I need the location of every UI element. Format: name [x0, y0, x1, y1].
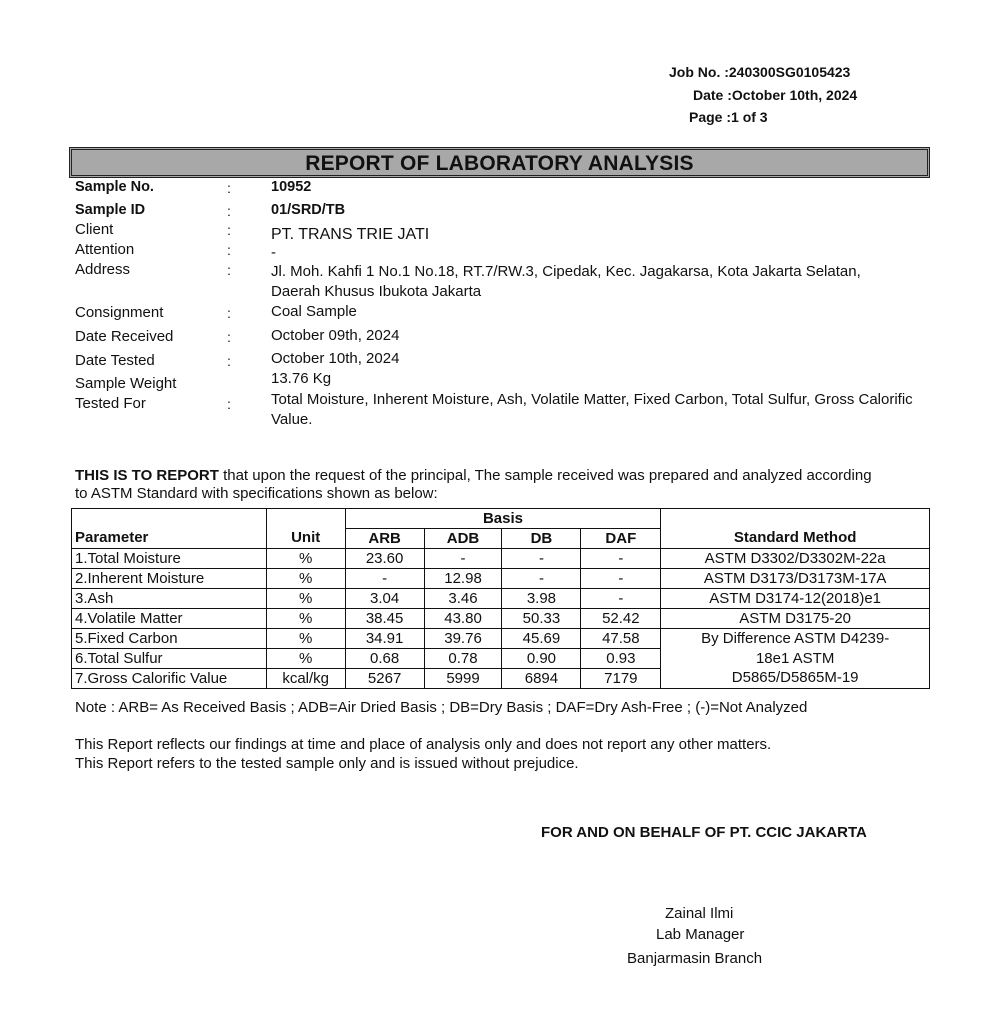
header-unit: Unit: [266, 529, 345, 549]
row-arb: 38.45: [345, 609, 424, 629]
sample-id-colon: :: [227, 203, 231, 219]
row-adb: 39.76: [424, 629, 502, 649]
row-daf: 0.93: [581, 649, 661, 669]
results-table: [71, 508, 930, 689]
disclaimer-line: This Report refers to the tested sample only and is issued without prejudice.: [75, 755, 579, 772]
row-parameter: 1.Total Moisture: [72, 549, 267, 569]
row-method: ASTM D3173/D3173M-17A: [661, 569, 930, 589]
row-arb: 5267: [345, 669, 424, 689]
table-header-row-2: [72, 529, 930, 549]
sample-weight-label: Sample Weight: [75, 375, 177, 392]
signatory-name: Zainal Ilmi: [665, 905, 734, 922]
row-unit: %: [266, 609, 345, 629]
table-row: [72, 649, 930, 669]
date-received-label: Date Received: [75, 328, 174, 345]
client-value: PT. TRANS TRIE JATI: [271, 226, 430, 243]
consignment-colon: :: [227, 305, 231, 321]
report-intro-text: that upon the request of the principal, The sample received was prepared and analyzed according to ASTM Standard with specifications shown as below:: [75, 467, 872, 502]
sample-no-colon: :: [227, 180, 231, 196]
sample-id-value: 01/SRD/TB: [271, 202, 346, 218]
consignment-value: Coal Sample: [271, 303, 357, 320]
header-daf: DAF: [581, 529, 661, 549]
tested-for-colon: :: [227, 396, 231, 412]
date-tested-value: October 10th, 2024: [271, 350, 400, 367]
row-adb: 12.98: [424, 569, 502, 589]
row-arb: 0.68: [345, 649, 424, 669]
row-method: 18e1 ASTM: [661, 649, 930, 669]
report-title: REPORT OF LABORATORY ANALYSIS: [305, 152, 694, 175]
client-label: Client: [75, 221, 114, 238]
row-unit: %: [266, 569, 345, 589]
row-method: ASTM D3302/D3302M-22a: [661, 549, 930, 569]
row-parameter: 6.Total Sulfur: [72, 649, 267, 669]
report-date-value: October 10th, 2024: [731, 87, 858, 103]
row-parameter: 3.Ash: [72, 589, 267, 609]
row-adb: 0.78: [424, 649, 502, 669]
signatory-position: Lab Manager: [656, 926, 745, 943]
row-arb: 3.04: [345, 589, 424, 609]
row-parameter: 5.Fixed Carbon: [72, 629, 267, 649]
header-parameter: Parameter: [72, 529, 267, 549]
report-intro-lead: THIS IS TO REPORT: [75, 467, 219, 484]
address-value: Jl. Moh. Kahfi 1 No.1 No.18, RT.7/RW.3, Cipedak, Kec. Jagakarsa, Kota Jakarta Selatan, Daerah Khusus Ibukota Jakarta: [271, 263, 861, 300]
row-arb: -: [345, 569, 424, 589]
sample-id-label: Sample ID: [75, 202, 146, 218]
header-arb: ARB: [345, 529, 424, 549]
attention-value: -: [271, 244, 276, 261]
page-number-value: 1 of 3: [731, 109, 768, 125]
row-unit: %: [266, 649, 345, 669]
row-arb: 23.60: [345, 549, 424, 569]
job-number: [669, 64, 850, 80]
row-db: -: [502, 549, 581, 569]
header-adb: ADB: [424, 529, 502, 549]
address-label: Address: [75, 261, 131, 278]
report-date-label: Date :: [693, 87, 732, 103]
date-tested-colon: :: [227, 353, 231, 369]
header-basis: Basis: [345, 509, 661, 529]
table-row: [72, 669, 930, 689]
row-daf: -: [581, 589, 661, 609]
header-method-top: [661, 509, 930, 529]
row-parameter: 2.Inherent Moisture: [72, 569, 267, 589]
on-behalf-statement: FOR AND ON BEHALF OF PT. CCIC JAKARTA: [541, 824, 867, 841]
report-date: [693, 87, 857, 103]
job-number-value: 240300SG0105423: [728, 64, 851, 80]
row-unit: %: [266, 589, 345, 609]
tested-for-value: Total Moisture, Inherent Moisture, Ash, Volatile Matter, Fixed Carbon, Total Sulfur, Gross Calorific Value.: [271, 391, 913, 428]
table-row: [72, 549, 930, 569]
row-unit: %: [266, 629, 345, 649]
sample-no-label: Sample No.: [75, 179, 154, 195]
row-method: ASTM D3174-12(2018)e1: [661, 589, 930, 609]
row-daf: 52.42: [581, 609, 661, 629]
row-db: -: [502, 569, 581, 589]
table-row: [72, 569, 930, 589]
table-row: [72, 589, 930, 609]
row-db: 50.33: [502, 609, 581, 629]
row-method: By Difference ASTM D4239-: [661, 629, 930, 649]
row-arb: 34.91: [345, 629, 424, 649]
signatory-branch: Banjarmasin Branch: [627, 950, 763, 967]
row-method: D5865/D5865M-19: [661, 669, 930, 689]
row-parameter: 7.Gross Calorific Value: [72, 669, 267, 689]
row-daf: -: [581, 569, 661, 589]
attention-colon: :: [227, 242, 231, 258]
header-parameter-top: [72, 509, 267, 529]
consignment-label: Consignment: [75, 304, 164, 321]
row-daf: 47.58: [581, 629, 661, 649]
disclaimer-line: This Report reflects our findings at time and place of analysis only and does not report any other matters.: [75, 736, 772, 753]
date-received-value: October 09th, 2024: [271, 327, 400, 344]
address-colon: :: [227, 262, 231, 278]
row-db: 3.98: [502, 589, 581, 609]
header-standard-method: Standard Method: [661, 529, 930, 549]
tested-for-label: Tested For: [75, 395, 146, 412]
report-intro: [75, 467, 875, 503]
client-colon: :: [227, 222, 231, 238]
page-number: [689, 109, 768, 125]
row-adb: -: [424, 549, 502, 569]
table-row: [72, 629, 930, 649]
attention-label: Attention: [75, 241, 135, 258]
row-daf: 7179: [581, 669, 661, 689]
row-unit: %: [266, 549, 345, 569]
sample-no-value: 10952: [271, 179, 312, 195]
report-title-box: [69, 147, 930, 178]
row-adb: 43.80: [424, 609, 502, 629]
header-db: DB: [502, 529, 581, 549]
row-db: 6894: [502, 669, 581, 689]
job-number-label: Job No. :: [669, 64, 729, 80]
row-adb: 3.46: [424, 589, 502, 609]
header-unit-top: [266, 509, 345, 529]
row-db: 45.69: [502, 629, 581, 649]
page-number-label: Page :: [689, 109, 732, 125]
row-db: 0.90: [502, 649, 581, 669]
row-method: ASTM D3175-20: [661, 609, 930, 629]
date-tested-label: Date Tested: [75, 352, 155, 369]
table-row: [72, 609, 930, 629]
row-parameter: 4.Volatile Matter: [72, 609, 267, 629]
row-daf: -: [581, 549, 661, 569]
row-adb: 5999: [424, 669, 502, 689]
table-header-row-1: [72, 509, 930, 529]
date-received-colon: :: [227, 329, 231, 345]
sample-weight-value: 13.76 Kg: [271, 370, 332, 387]
abbreviation-note: Note : ARB= As Received Basis ; ADB=Air Dried Basis ; DB=Dry Basis ; DAF=Dry Ash-Free ; (-)=Not Analyzed: [75, 699, 808, 716]
row-unit: kcal/kg: [266, 669, 345, 689]
